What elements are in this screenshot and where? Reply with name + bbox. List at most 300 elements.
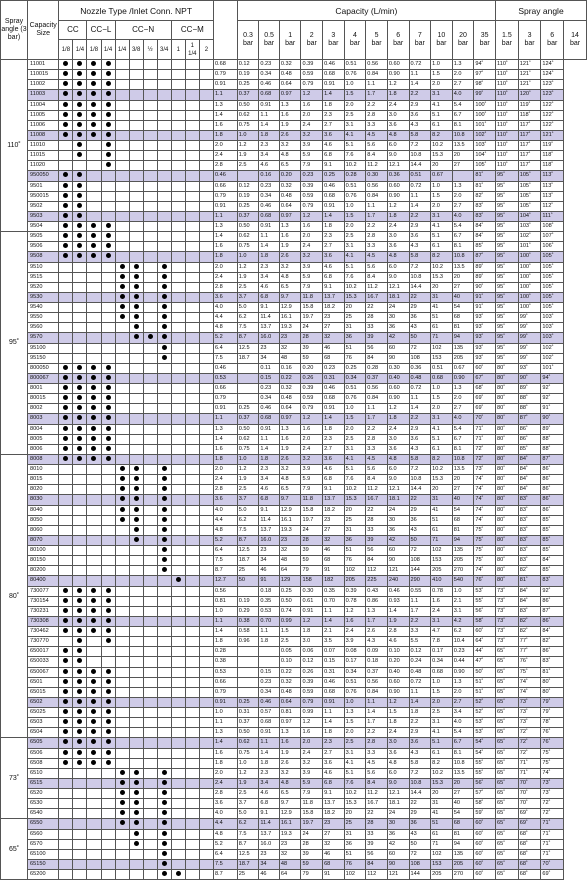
availability-cell bbox=[73, 303, 87, 313]
capacity-cell: 0.44 bbox=[452, 657, 474, 667]
capacity-pressure-header bbox=[366, 21, 388, 60]
availability-cell bbox=[143, 444, 157, 454]
capacity-cell: 2.2 bbox=[366, 424, 388, 434]
availability-cell bbox=[157, 718, 171, 728]
capacity-cell: 0.18 bbox=[259, 586, 280, 596]
availability-cell bbox=[73, 556, 87, 566]
capacity-cell: 31 bbox=[344, 323, 366, 333]
capacity-cell: 0.79 bbox=[301, 697, 323, 707]
capacity-cell: 2.5 bbox=[237, 789, 259, 799]
availability-cell bbox=[73, 515, 87, 525]
pressure-value: 3 bbox=[527, 32, 532, 39]
capacity-cell: 102 bbox=[344, 566, 366, 576]
capacity-cell: 1.2 bbox=[237, 141, 259, 151]
capacity-cell: 6.0 bbox=[387, 262, 409, 272]
availability-cell bbox=[157, 60, 171, 70]
available-dot-icon bbox=[63, 739, 68, 744]
availability-cell bbox=[157, 373, 171, 383]
availability-cell bbox=[143, 141, 157, 151]
availability-cell bbox=[157, 505, 171, 515]
availability-cell bbox=[101, 130, 115, 140]
spray-angle-cell: 105˚ bbox=[474, 161, 496, 171]
availability-cell bbox=[101, 171, 115, 181]
availability-cell bbox=[115, 637, 129, 647]
inlet-size-header: 1/8 bbox=[87, 40, 101, 60]
availability-cell bbox=[73, 728, 87, 738]
capacity-cell: 0.32 bbox=[279, 384, 301, 394]
orifice-cell: 1.3 bbox=[213, 424, 237, 434]
spray-angle-cell: 123˚ bbox=[541, 80, 564, 90]
capacity-cell: 0.10 bbox=[279, 657, 301, 667]
available-dot-icon bbox=[63, 719, 68, 724]
availability-cell bbox=[129, 616, 143, 626]
orifice-cell: 1.1 bbox=[213, 90, 237, 100]
capacity-cell: 0.60 bbox=[387, 181, 409, 191]
availability-cell bbox=[87, 343, 101, 353]
capacity-cell: 4.3 bbox=[409, 748, 431, 758]
orifice-cell: 1.8 bbox=[213, 252, 237, 262]
available-dot-icon bbox=[134, 831, 139, 836]
pressure-value: 0.5 bbox=[264, 32, 274, 39]
capacity-cell: 9.0 bbox=[387, 272, 409, 282]
capacity-cell: 3.2 bbox=[279, 465, 301, 475]
available-dot-icon bbox=[162, 486, 167, 491]
availability-cell bbox=[115, 667, 129, 677]
capacity-cell: 28 bbox=[366, 515, 388, 525]
capacity-cell: 0.46 bbox=[323, 677, 345, 687]
capacity-cell: 1.8 bbox=[409, 708, 431, 718]
availability-cell bbox=[199, 647, 213, 657]
capacity-cell: 10.8 bbox=[409, 778, 431, 788]
available-dot-icon bbox=[77, 61, 82, 66]
spray-angle-cell: 117˚ bbox=[518, 130, 541, 140]
orifice-cell: 0.66 bbox=[213, 677, 237, 687]
availability-cell bbox=[59, 292, 73, 302]
availability-cell bbox=[171, 677, 185, 687]
capacity-cell: 1.2 bbox=[237, 262, 259, 272]
availability-cell bbox=[171, 768, 185, 778]
availability-cell bbox=[115, 485, 129, 495]
availability-cell bbox=[87, 444, 101, 454]
availability-cell bbox=[143, 171, 157, 181]
orifice-cell: 4.4 bbox=[213, 515, 237, 525]
availability-cell bbox=[129, 444, 143, 454]
spray-angle-cell: 65˚ bbox=[496, 768, 519, 778]
capacity-cell: 3.7 bbox=[237, 292, 259, 302]
capacity-cell: 0.20 bbox=[301, 363, 323, 373]
availability-cell bbox=[59, 90, 73, 100]
availability-cell bbox=[73, 667, 87, 677]
availability-cell bbox=[115, 586, 129, 596]
capacity-cell: 1.2 bbox=[387, 201, 409, 211]
capacity-cell: 5.1 bbox=[344, 465, 366, 475]
availability-cell bbox=[171, 292, 185, 302]
capacity-cell: 0.75 bbox=[237, 120, 259, 130]
spray-angle-cell: 67˚ bbox=[474, 373, 496, 383]
availability-cell bbox=[101, 606, 115, 616]
available-dot-icon bbox=[134, 527, 139, 532]
availability-cell bbox=[199, 444, 213, 454]
capacity-cell: 0.59 bbox=[301, 394, 323, 404]
available-dot-icon bbox=[162, 831, 167, 836]
capacity-cell: 2.3 bbox=[323, 434, 345, 444]
capacity-size-cell: 730462 bbox=[28, 627, 59, 637]
capacity-cell: 0.84 bbox=[366, 191, 388, 201]
capacity-cell: 0.06 bbox=[301, 647, 323, 657]
capacity-cell: 2.0 bbox=[452, 687, 474, 697]
capacity-cell: 36 bbox=[344, 333, 366, 343]
available-dot-icon bbox=[134, 314, 139, 319]
capacity-cell: 3.6 bbox=[323, 758, 345, 768]
capacity-cell: 32 bbox=[323, 333, 345, 343]
availability-cell bbox=[73, 586, 87, 596]
availability-cell bbox=[87, 333, 101, 343]
capacity-cell: 0.31 bbox=[323, 667, 345, 677]
availability-cell bbox=[185, 343, 199, 353]
available-dot-icon bbox=[106, 152, 111, 157]
capacity-cell bbox=[237, 677, 259, 687]
capacity-cell: 5.4 bbox=[452, 728, 474, 738]
availability-cell bbox=[171, 525, 185, 535]
available-dot-icon bbox=[63, 628, 68, 633]
capacity-pressure-header bbox=[431, 21, 453, 60]
capacity-size-cell: 6530 bbox=[28, 799, 59, 809]
availability-cell bbox=[199, 778, 213, 788]
availability-cell bbox=[171, 110, 185, 120]
capacity-cell: 2.0 bbox=[431, 697, 453, 707]
availability-cell bbox=[73, 849, 87, 859]
availability-cell bbox=[101, 120, 115, 130]
capacity-cell: 28 bbox=[301, 839, 323, 849]
capacity-cell: 46 bbox=[259, 870, 280, 880]
available-dot-icon bbox=[77, 375, 82, 380]
availability-cell bbox=[87, 272, 101, 282]
availability-cell bbox=[129, 819, 143, 829]
available-dot-icon bbox=[77, 658, 82, 663]
availability-cell bbox=[199, 120, 213, 130]
table-row bbox=[1, 141, 587, 151]
available-dot-icon bbox=[106, 142, 111, 147]
availability-cell bbox=[171, 556, 185, 566]
capacity-size-cell: 9504 bbox=[28, 222, 59, 232]
capacity-cell: 0.31 bbox=[237, 708, 259, 718]
availability-cell bbox=[129, 748, 143, 758]
capacity-cell: 81 bbox=[452, 525, 474, 535]
spray-angle-cell: 75˚ bbox=[518, 667, 541, 677]
available-dot-icon bbox=[106, 253, 111, 258]
capacity-cell: 5.9 bbox=[301, 475, 323, 485]
availability-cell bbox=[73, 353, 87, 363]
available-dot-icon bbox=[106, 709, 111, 714]
availability-cell bbox=[129, 80, 143, 90]
capacity-cell bbox=[237, 394, 259, 404]
capacity-cell: 8.1 bbox=[452, 748, 474, 758]
capacity-cell: 7.8 bbox=[431, 637, 453, 647]
spray-angle-cell: 73˚ bbox=[541, 778, 564, 788]
spray-angle-cell: 83˚ bbox=[474, 211, 496, 221]
availability-cell bbox=[157, 242, 171, 252]
capacity-cell: 5.9 bbox=[301, 151, 323, 161]
capacity-cell: 16.0 bbox=[259, 535, 280, 545]
spray-angle-cell: 110˚ bbox=[496, 90, 519, 100]
availability-cell bbox=[101, 515, 115, 525]
capacity-cell: 14.4 bbox=[409, 789, 431, 799]
capacity-cell: 48 bbox=[279, 353, 301, 363]
available-dot-icon bbox=[91, 436, 96, 441]
availability-cell bbox=[115, 778, 129, 788]
capacity-cell: 4.3 bbox=[409, 444, 431, 454]
capacity-cell: 0.68 bbox=[431, 373, 453, 383]
availability-cell bbox=[101, 222, 115, 232]
capacity-cell: 5.5 bbox=[409, 637, 431, 647]
spray-angle-cell: 95˚ bbox=[496, 181, 519, 191]
capacity-cell: 2.8 bbox=[387, 627, 409, 637]
availability-cell bbox=[73, 60, 87, 70]
availability-cell bbox=[101, 292, 115, 302]
spray-angle-cell: 84˚ bbox=[474, 222, 496, 232]
capacity-cell: 8.2 bbox=[431, 758, 453, 768]
available-dot-icon bbox=[106, 719, 111, 724]
capacity-cell: 23 bbox=[323, 819, 345, 829]
spray-angle-cell: 80˚ bbox=[496, 535, 519, 545]
availability-cell bbox=[171, 495, 185, 505]
available-dot-icon bbox=[63, 91, 68, 96]
spray-angle-cell: 123˚ bbox=[541, 90, 564, 100]
availability-cell bbox=[59, 313, 73, 323]
capacity-cell: 2.4 bbox=[301, 242, 323, 252]
available-dot-icon bbox=[77, 638, 82, 643]
availability-cell bbox=[143, 849, 157, 859]
table-row bbox=[1, 870, 587, 880]
availability-cell bbox=[115, 343, 129, 353]
availability-cell bbox=[143, 211, 157, 221]
available-dot-icon bbox=[77, 233, 82, 238]
availability-cell bbox=[101, 799, 115, 809]
availability-cell bbox=[185, 627, 199, 637]
capacity-cell: 2.2 bbox=[409, 616, 431, 626]
available-dot-icon bbox=[63, 415, 68, 420]
available-dot-icon bbox=[106, 102, 111, 107]
spray-angle-cell: 90˚ bbox=[474, 282, 496, 292]
capacity-cell: 3.2 bbox=[301, 130, 323, 140]
availability-cell bbox=[171, 333, 185, 343]
availability-cell bbox=[101, 313, 115, 323]
availability-cell bbox=[59, 384, 73, 394]
capacity-cell: 7.6 bbox=[344, 475, 366, 485]
available-dot-icon bbox=[162, 345, 167, 350]
availability-cell bbox=[101, 505, 115, 515]
available-dot-icon bbox=[106, 739, 111, 744]
availability-cell bbox=[199, 313, 213, 323]
availability-cell bbox=[199, 819, 213, 829]
orifice-cell: 4.8 bbox=[213, 323, 237, 333]
capacity-cell: 3.1 bbox=[344, 748, 366, 758]
capacity-pressure-header bbox=[344, 21, 366, 60]
availability-cell bbox=[59, 475, 73, 485]
availability-cell bbox=[59, 282, 73, 292]
capacity-cell: 39 bbox=[301, 546, 323, 556]
availability-cell bbox=[171, 444, 185, 454]
pressure-value: 10 bbox=[437, 32, 446, 39]
spray-angle-cell: 110˚ bbox=[496, 110, 519, 120]
orifice-cell: 6.4 bbox=[213, 546, 237, 556]
availability-cell bbox=[73, 110, 87, 120]
availability-cell bbox=[129, 434, 143, 444]
capacity-size-cell: 8010 bbox=[28, 465, 59, 475]
spray-angle-cell: 70˚ bbox=[474, 414, 496, 424]
availability-cell bbox=[199, 697, 213, 707]
capacity-size-cell: 6550 bbox=[28, 819, 59, 829]
availability-cell bbox=[185, 282, 199, 292]
available-dot-icon bbox=[134, 496, 139, 501]
capacity-cell: 50 bbox=[409, 535, 431, 545]
angle-pressure-header bbox=[496, 21, 519, 60]
availability-cell bbox=[115, 748, 129, 758]
capacity-cell: 0.91 bbox=[323, 697, 345, 707]
capacity-cell: 1.3 bbox=[279, 424, 301, 434]
orifice-cell: 12.7 bbox=[213, 576, 237, 586]
available-dot-icon bbox=[134, 800, 139, 805]
available-dot-icon bbox=[106, 699, 111, 704]
available-dot-icon bbox=[120, 294, 125, 299]
availability-cell bbox=[185, 353, 199, 363]
orifice-cell: 5.2 bbox=[213, 333, 237, 343]
capacity-cell: 4.1 bbox=[431, 222, 453, 232]
capacity-cell: 23 bbox=[259, 343, 280, 353]
availability-cell bbox=[171, 171, 185, 181]
capacity-cell: 9.1 bbox=[259, 303, 280, 313]
capacity-size-cell: 11010 bbox=[28, 141, 59, 151]
family-header: CC bbox=[59, 21, 87, 40]
availability-cell bbox=[199, 171, 213, 181]
capacity-cell: 8.4 bbox=[366, 151, 388, 161]
available-dot-icon bbox=[91, 628, 96, 633]
spray-angle-cell: 54˚ bbox=[474, 748, 496, 758]
capacity-cell: 39 bbox=[301, 849, 323, 859]
capacity-cell bbox=[237, 687, 259, 697]
spray-angle-cell: 73˚ bbox=[496, 596, 519, 606]
availability-cell bbox=[171, 738, 185, 748]
availability-cell bbox=[157, 839, 171, 849]
capacity-cell: 0.20 bbox=[387, 657, 409, 667]
availability-cell bbox=[101, 758, 115, 768]
available-dot-icon bbox=[120, 466, 125, 471]
availability-cell bbox=[73, 454, 87, 464]
available-dot-icon bbox=[77, 679, 82, 684]
availability-cell bbox=[59, 870, 73, 880]
availability-cell bbox=[59, 100, 73, 110]
availability-cell bbox=[143, 647, 157, 657]
capacity-cell: 48 bbox=[279, 556, 301, 566]
spray-angle-cell: 75˚ bbox=[541, 758, 564, 768]
spray-angle-cell: 65˚ bbox=[496, 849, 519, 859]
capacity-cell: 27 bbox=[452, 789, 474, 799]
availability-cell bbox=[199, 60, 213, 70]
availability-cell bbox=[73, 627, 87, 637]
spray-angle-cell: 70˚ bbox=[518, 799, 541, 809]
availability-cell bbox=[73, 870, 87, 880]
capacity-cell: 84 bbox=[366, 859, 388, 869]
capacity-cell: 4.1 bbox=[344, 454, 366, 464]
availability-cell bbox=[171, 141, 185, 151]
capacity-cell: 0.90 bbox=[452, 667, 474, 677]
spray-angle-cell: 95˚ bbox=[496, 333, 519, 343]
capacity-cell: 0.43 bbox=[366, 586, 388, 596]
availability-cell bbox=[185, 141, 199, 151]
family-header: CC−N bbox=[115, 21, 171, 40]
capacity-cell: 68 bbox=[452, 819, 474, 829]
capacity-cell: 2.4 bbox=[431, 606, 453, 616]
spray-angle-cell: 86˚ bbox=[518, 424, 541, 434]
availability-cell bbox=[101, 616, 115, 626]
spray-angle-header: Spray angle (3 bar) bbox=[1, 1, 28, 60]
availability-cell bbox=[157, 161, 171, 171]
orifice-cell: 0.66 bbox=[213, 181, 237, 191]
capacity-cell: 54 bbox=[452, 303, 474, 313]
capacity-cell: 3.6 bbox=[409, 738, 431, 748]
capacity-cell: 5.0 bbox=[237, 505, 259, 515]
spray-angle-cell: 122˚ bbox=[541, 100, 564, 110]
capacity-cell: 60 bbox=[387, 849, 409, 859]
available-dot-icon bbox=[63, 223, 68, 228]
availability-cell bbox=[59, 627, 73, 637]
availability-cell bbox=[171, 627, 185, 637]
capacity-cell: 0.67 bbox=[452, 363, 474, 373]
orifice-cell: 0.81 bbox=[213, 596, 237, 606]
capacity-cell: 1.6 bbox=[279, 434, 301, 444]
availability-cell bbox=[115, 394, 129, 404]
availability-cell bbox=[143, 282, 157, 292]
capacity-cell: 0.68 bbox=[259, 90, 280, 100]
capacity-size-cell: 9550 bbox=[28, 313, 59, 323]
available-dot-icon bbox=[91, 699, 96, 704]
availability-cell bbox=[157, 394, 171, 404]
available-dot-icon bbox=[162, 790, 167, 795]
capacity-cell: 3.6 bbox=[387, 444, 409, 454]
spray-angle-cell: 55˚ bbox=[474, 768, 496, 778]
availability-cell bbox=[115, 495, 129, 505]
availability-cell bbox=[129, 100, 143, 110]
spray-angle-cell: 75˚ bbox=[474, 525, 496, 535]
availability-cell bbox=[87, 60, 101, 70]
capacity-cell: 0.22 bbox=[279, 373, 301, 383]
availability-cell bbox=[199, 535, 213, 545]
availability-cell bbox=[157, 333, 171, 343]
availability-cell bbox=[199, 130, 213, 140]
available-dot-icon bbox=[134, 284, 139, 289]
pressure-unit: bar bbox=[569, 40, 581, 47]
spray-angle-cell: 80˚ bbox=[541, 687, 564, 697]
availability-cell bbox=[101, 414, 115, 424]
availability-cell bbox=[199, 546, 213, 556]
orifice-cell: 2.0 bbox=[213, 768, 237, 778]
availability-cell bbox=[87, 90, 101, 100]
capacity-cell: 5.0 bbox=[237, 809, 259, 819]
capacity-cell: 12.5 bbox=[237, 546, 259, 556]
capacity-cell: 0.39 bbox=[301, 384, 323, 394]
capacity-cell: 6.1 bbox=[431, 444, 453, 454]
availability-cell bbox=[115, 616, 129, 626]
available-dot-icon bbox=[77, 183, 82, 188]
availability-cell bbox=[101, 485, 115, 495]
availability-cell bbox=[143, 465, 157, 475]
capacity-cell: 0.22 bbox=[279, 667, 301, 677]
availability-cell bbox=[59, 424, 73, 434]
availability-cell bbox=[129, 161, 143, 171]
availability-cell bbox=[129, 667, 143, 677]
availability-cell bbox=[185, 242, 199, 252]
capacity-cell: 2.5 bbox=[279, 637, 301, 647]
